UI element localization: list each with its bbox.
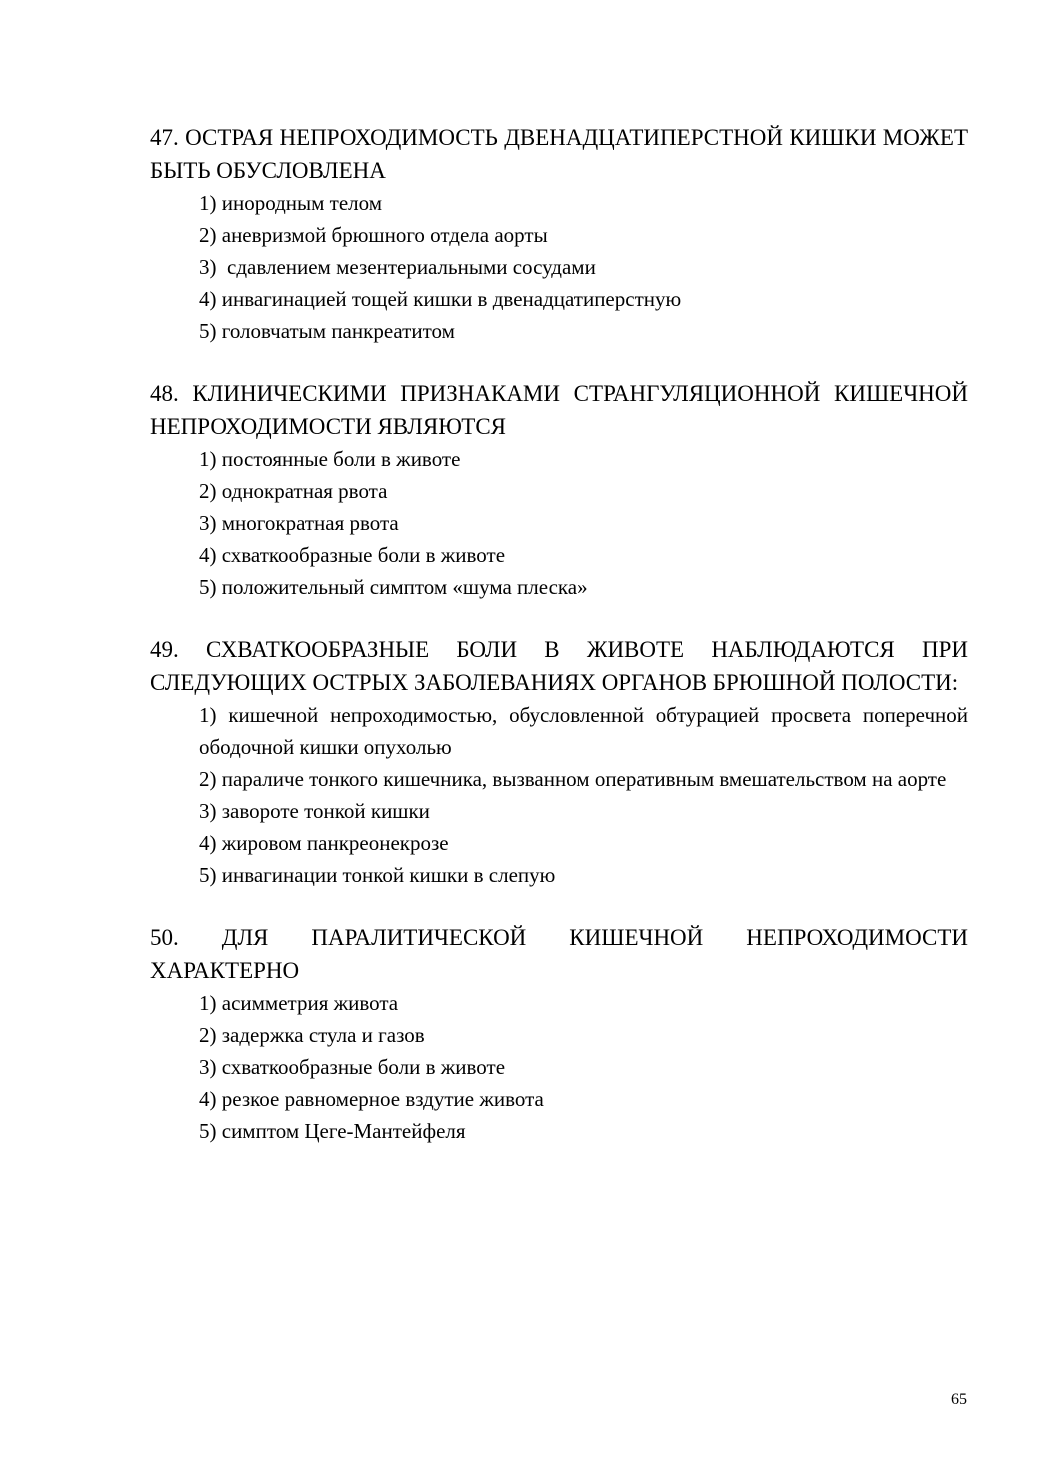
question-title: 47. ОСТРАЯ НЕПРОХОДИМОСТЬ ДВЕНАДЦАТИПЕРСТНОЙ КИШКИ МОЖЕТ БЫТЬ ОБУСЛОВЛЕНА [150, 125, 968, 183]
answer-option: 3) многократная рвота [199, 511, 399, 535]
answer-options [150, 443, 968, 603]
answer-option: 3) завороте тонкой кишки [199, 799, 430, 823]
page-number: 65 [951, 1391, 967, 1408]
answer-option: 3) сдавлением мезентериальными сосудами [199, 255, 596, 279]
answer-option: 2) однократная рвота [199, 479, 388, 503]
answer-option: 1) постоянные боли в животе [199, 447, 461, 471]
question-48 [150, 377, 968, 603]
question-title: 50. ДЛЯ ПАРАЛИТИЧЕСКОЙ КИШЕЧНОЙ НЕПРОХОДИМОСТИ ХАРАКТЕРНО [150, 925, 968, 983]
answer-option: 4) жировом панкреонекрозе [199, 831, 449, 855]
answer-option: 5) головчатым панкреатитом [199, 319, 455, 343]
answer-option: 4) схваткообразные боли в животе [199, 543, 506, 567]
answer-option: 1) асимметрия живота [199, 991, 399, 1015]
answer-options [150, 699, 968, 891]
answer-option: 1) кишечной непроходимостью, обусловленной обтурацией просвета поперечной ободочной кишки опухолью [199, 703, 968, 759]
answer-options [150, 987, 968, 1147]
answer-option: 5) симптом Цеге-Мантейфеля [199, 1119, 466, 1143]
question-47 [150, 121, 968, 347]
answer-option: 4) инвагинацией тощей кишки в двенадцатиперстную [199, 287, 682, 311]
question-title: 49. СХВАТКООБРАЗНЫЕ БОЛИ В ЖИВОТЕ НАБЛЮДАЮТСЯ ПРИ СЛЕДУЮЩИХ ОСТРЫХ ЗАБОЛЕВАНИЯХ ОРГАНОВ БРЮШНОЙ ПОЛОСТИ: [150, 637, 968, 695]
answer-option: 2) аневризмой брюшного отдела аорты [199, 223, 548, 247]
question-50 [150, 921, 968, 1147]
answer-option: 2) задержка стула и газов [199, 1023, 425, 1047]
answer-options [150, 187, 968, 347]
answer-option: 4) резкое равномерное вздутие живота [199, 1087, 544, 1111]
question-49 [150, 633, 968, 891]
question-title: 48. КЛИНИЧЕСКИМИ ПРИЗНАКАМИ СТРАНГУЛЯЦИОННОЙ КИШЕЧНОЙ НЕПРОХОДИМОСТИ ЯВЛЯЮТСЯ [150, 381, 968, 439]
answer-option: 2) параличе тонкого кишечника, вызванном оперативным вмешательством на аорте [199, 767, 947, 791]
answer-option: 5) положительный симптом «шума плеска» [199, 575, 588, 599]
page-content [150, 121, 968, 1177]
answer-option: 1) инородным телом [199, 191, 383, 215]
answer-option: 3) схваткообразные боли в животе [199, 1055, 506, 1079]
answer-option: 5) инвагинации тонкой кишки в слепую [199, 863, 556, 887]
